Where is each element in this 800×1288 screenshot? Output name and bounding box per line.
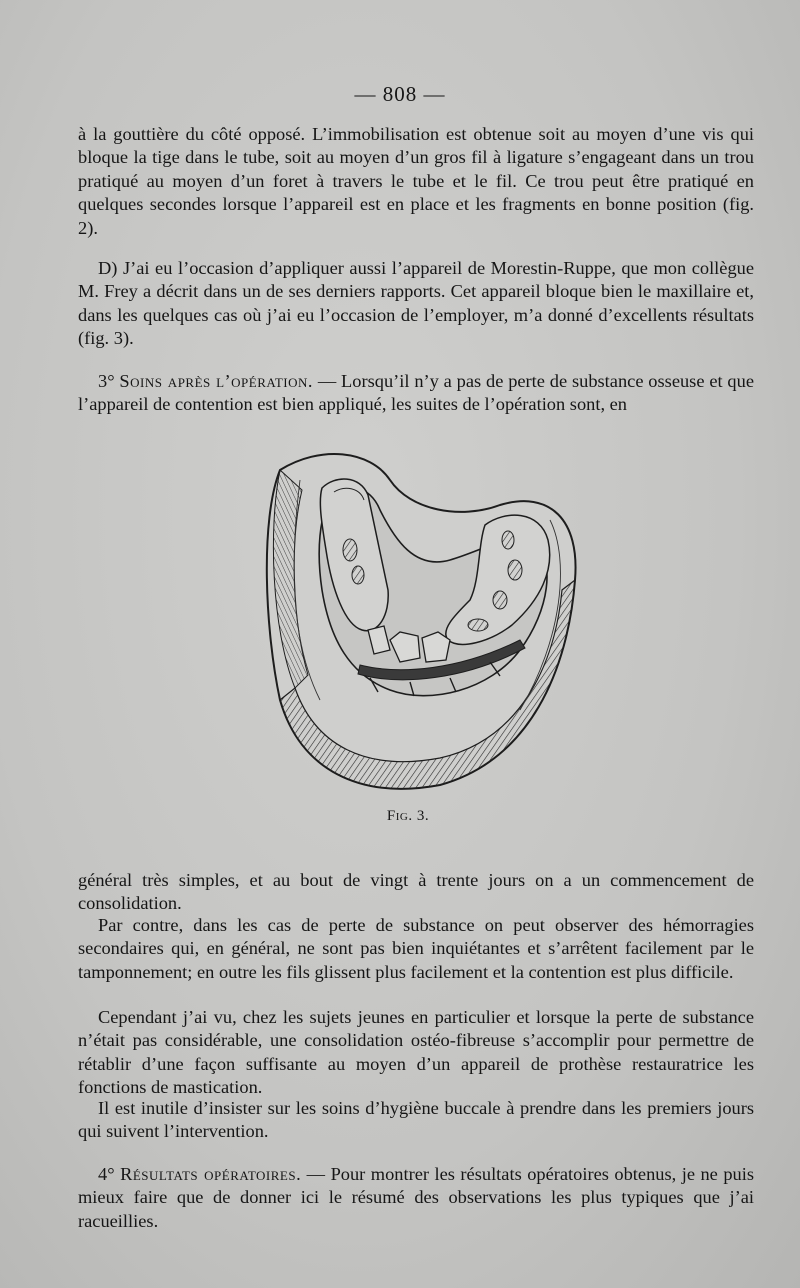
section-3-heading: Soins après l’opération.	[119, 371, 313, 391]
figure-3-dental-cast-illustration	[250, 440, 595, 810]
section-3-text: — Lorsqu’il n’y a pas de perte de substance osseuse et que l’appareil de contention est bien appliqué, les suites de l’opération sont, en	[78, 371, 754, 415]
section-3-paragraph	[78, 370, 754, 417]
paragraph-cependant: Cependant j’ai vu, chez les sujets jeunes en particulier et lorsque la perte de substance n’était pas considérable, une consolidation ostéo-fibreuse s’accomplir pour permettre de rétablir d’une façon suffisante au moyen d’un appareil de prothèse restauratrice les fonctions de mastication.	[78, 1007, 754, 1098]
section-3-number: 3°	[98, 371, 115, 391]
paragraph-morestin-ruppe: D) J’ai eu l’occasion d’appliquer aussi l’appareil de Morestin-Ruppe, que mon collègue M. Frey a décrit dans un de ses derniers rapports. Cet appareil bloque bien le maxillaire et, dans les quelques cas où j’ai eu l’occasion de l’employer, m’a donné d’excellents résultats (fig. 3).	[78, 258, 754, 349]
section-4-text: — Pour montrer les résultats opératoires obtenus, je ne puis mieux faire que de donner ici le résumé des observations les plus typiques que j’ai racueillies.	[78, 1164, 754, 1231]
paragraph-par-contre: Par contre, dans les cas de perte de substance on peut observer des hémorragies secondaires qui, en général, ne sont pas bien inquiétantes et s’arrêtent facilement par le tamponnement; en outre les fils glissent plus facilement et la contention est plus difficile.	[78, 915, 754, 982]
paragraph-general-tres-simples: général très simples, et au bout de vingt à trente jours on a un commencement de consolidation.	[78, 870, 754, 914]
section-4-heading: Résultats opératoires.	[120, 1164, 302, 1184]
section-4-paragraph	[78, 1163, 754, 1233]
paragraph-hygiene-buccale: Il est inutile d’insister sur les soins d’hygiène buccale à prendre dans les premiers jours qui suivent l’intervention.	[78, 1098, 754, 1142]
paragraph-gouttiere: à la gouttière du côté opposé. L’immobilisation est obtenue soit au moyen d’une vis qui bloque la tige dans le tube, soit au moyen d’un gros fil à ligature s’engageant dans un trou pratiqué au moyen d’un foret à travers le tube et le fil. Ce trou peut être pratiqué en quelques secondes lorsque l’appareil est en place et les fragments en bonne position (fig. 2).	[78, 124, 754, 238]
figure-3-caption: Fig. 3.	[386, 808, 430, 824]
section-4-number: 4°	[98, 1164, 115, 1184]
page-number: — 808 —	[354, 82, 446, 106]
